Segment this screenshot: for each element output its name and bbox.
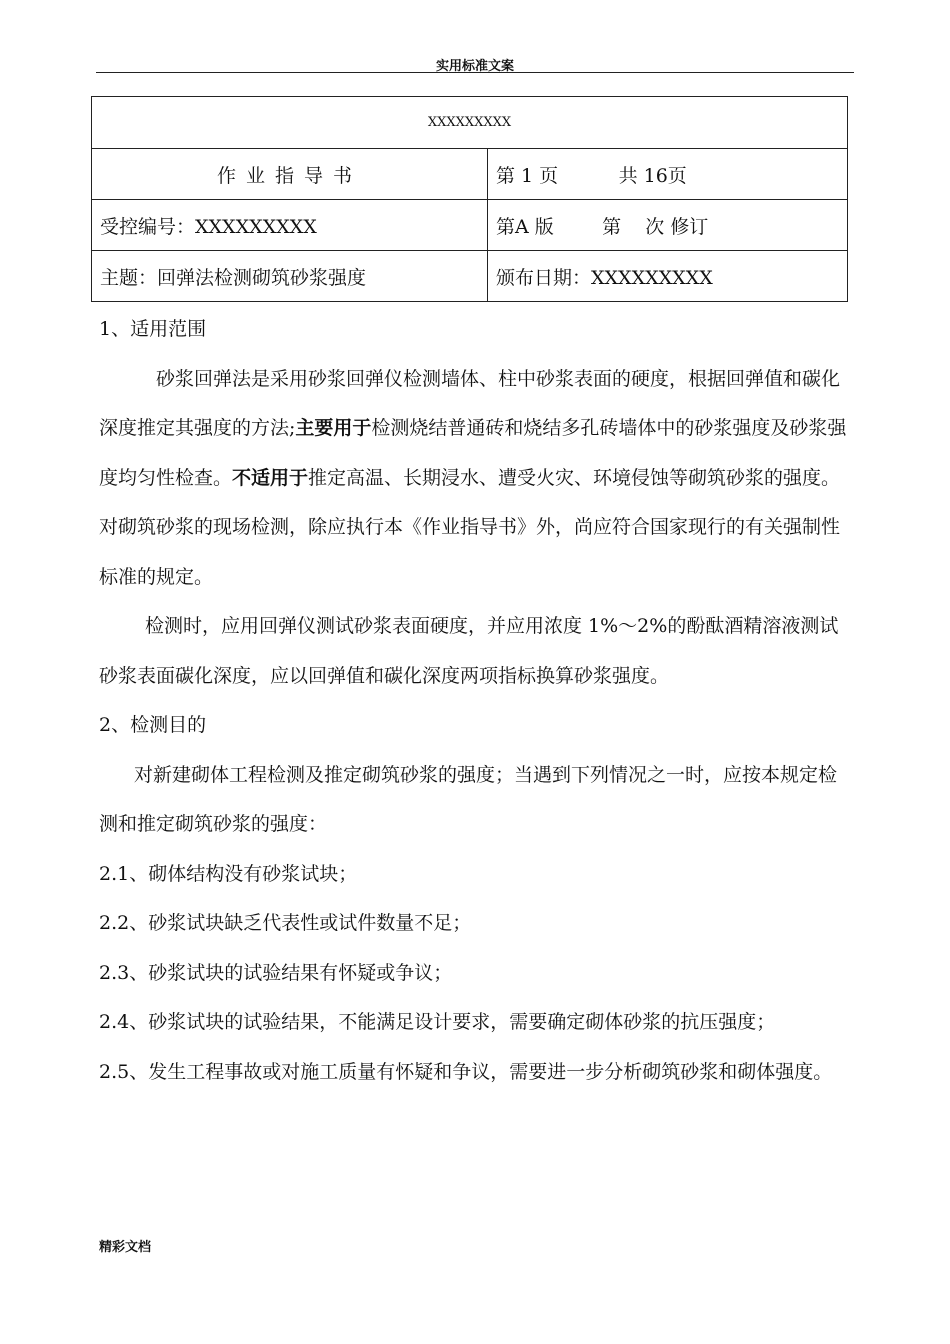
control-number-cell: 受控编号：XXXXXXXXX xyxy=(92,200,488,251)
subject-cell: 主题：回弹法检测砌筑砂浆强度 xyxy=(92,251,488,302)
page-footer: 精彩文档 xyxy=(99,1240,152,1255)
header-divider xyxy=(96,72,854,73)
list-item: 2.5、发生工程事故或对施工质量有怀疑和争议，需要进一步分析砌筑砂浆和砌体强度。 xyxy=(99,1060,833,1083)
info-row-control xyxy=(92,200,848,251)
info-row-subject xyxy=(92,251,848,302)
version-cell: 第A 版 第 次 修订 xyxy=(488,200,848,251)
section-2-intro: 对新建砌体工程检测及推定砌筑砂浆的强度；当遇到下列情况之一时，应按本规定检测和推定砌筑砂浆的强度： xyxy=(99,763,838,835)
list-item: 2.2、砂浆试块缺乏代表性或试件数量不足； xyxy=(99,912,472,934)
document-code-cell: XXXXXXXXX xyxy=(92,97,848,149)
emphasis-not-applicable: 不适用于 xyxy=(232,466,309,489)
paragraph-text: 砂浆回弹法是采用砂浆回弹仪检测墙体、柱中砂浆表面的硬度，根据回弹值和碳化深度推定其强度的方法; xyxy=(99,367,841,439)
document-info-table xyxy=(91,96,848,302)
document-type-cell: 作业指导书 xyxy=(92,149,488,200)
document-body xyxy=(99,305,854,1097)
section-1-heading: 1、适用范围 xyxy=(99,318,207,340)
section-1-paragraph-2: 检测时，应用回弹仪测试砂浆表面硬度，并应用浓度 1%～2%的酚酞酒精溶液测试砂浆表面碳化深度，应以回弹值和碳化深度两项指标换算砂浆强度。 xyxy=(99,615,839,687)
section-1-paragraph-1 xyxy=(99,355,854,603)
emphasis-applicable: 主要用于 xyxy=(295,417,372,439)
release-date-cell: 颁布日期：XXXXXXXXX xyxy=(488,251,848,302)
list-item: 2.3、砂浆试块的试验结果有怀疑或争议； xyxy=(99,961,453,984)
section-2-heading: 2、检测目的 xyxy=(99,714,207,736)
page-header-title: 实用标准文案 xyxy=(435,59,514,74)
page-info-cell: 第 1 页 共 16页 xyxy=(488,149,848,200)
paragraph-text: 检测烧结普通砖和烧结多孔砖墙体中的砂浆强度及砂浆强度均匀性检查。 xyxy=(99,417,847,489)
list-item: 2.4、砂浆试块的试验结果，不能满足设计要求，需要确定砌体砂浆的抗压强度； xyxy=(99,1011,776,1033)
paragraph-text: 推定高温、长期浸水、遭受火灾、环境侵蚀等砌筑砂浆的强度。对砌筑砂浆的现场检测，除应执行本《作业指导书》外，尚应符合国家现行的有关强制性标准的规定。 xyxy=(99,466,841,588)
info-row-code xyxy=(92,97,848,149)
list-item: 2.1、砌体结构没有砂浆试块； xyxy=(99,862,358,885)
info-row-type xyxy=(92,149,848,200)
